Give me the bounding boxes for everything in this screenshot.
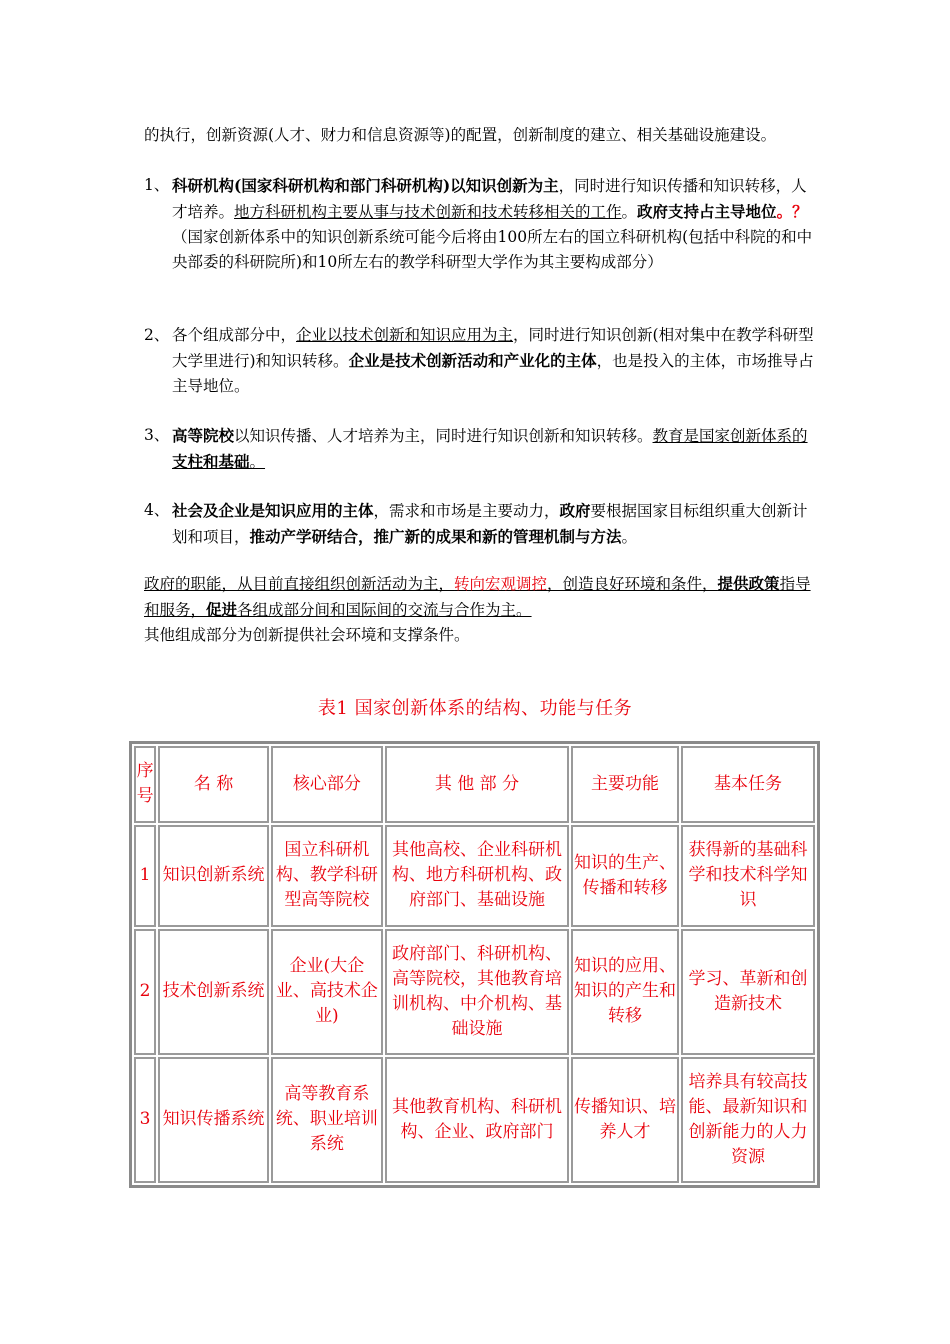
list-number: 1、 [144,176,170,194]
item2-text-c: ，也是投入的主体，市场推导占主导地位。 [172,352,814,395]
list-item-4 [144,498,814,550]
cell-index: 1 [134,825,156,927]
header-cell-other: 其 他 部 分 [385,746,569,823]
item1-text: ，同时进行知识传播和知识转移，人才培养。 [172,177,807,221]
closing-text-d: 各组成部分间和国际间的交流与合作为主。 [237,601,532,619]
item1-question-mark: 。？ [776,202,808,221]
item3-bold-lead: 高等院校 [172,426,235,445]
header-cell-name: 名 称 [158,746,269,823]
list-number: 4、 [144,501,170,519]
item4-bold-govt: 政府 [559,501,591,520]
table-row [134,1057,815,1183]
item3-underlined: 教育是国家创新体系的 [652,427,808,445]
header-cell-index: 序号 [134,746,156,823]
item3-text: 以知识传播、人才培养为主，同时进行知识创新和知识转移。 [234,427,653,445]
item1-bold-govt: 政府支持占主导地位 [637,202,777,221]
item4-text-b: 要根据国家目标组织重大创新计划和项目， [172,502,808,546]
header-cell-core: 核心部分 [271,746,383,823]
cell-task: 培养具有较高技能、最新知识和创新能力的人力资源 [681,1057,815,1183]
item2-text-a: 各个组成部分中， [172,326,297,344]
table-row [134,825,815,927]
item1-note: （国家创新体系中的知识创新系统可能今后将由100所左右的国立科研机构(包括中科院的和中央部委的科研院所)和10所左右的教学科研型大学作为其主要构成部分） [172,228,813,271]
closing-text-b: ，创造良好环境和条件， [547,575,718,593]
cell-index: 2 [134,929,156,1055]
list-item-2 [144,323,814,399]
item4-bold-end: 推动产学研结合，推广新的成果和新的管理机制与方法 [249,527,622,546]
cell-task: 获得新的基础科学和技术科学知识 [681,825,815,927]
closing-line-2: 其他组成部分为创新提供社会环境和支撑条件。 [144,626,470,644]
header-cell-task: 基本任务 [681,746,815,823]
item4-period: 。 [621,528,638,546]
item4-bold-lead: 社会及企业是知识应用的主体 [172,501,374,520]
cell-name: 知识创新系统 [158,825,269,927]
item1-bold-lead: 科研机构(国家科研机构和部门科研机构)以知识创新为主 [172,176,559,195]
item3-underlined-end: 。 [249,453,266,471]
item1-period: 。 [621,203,638,221]
item4-text-a: ，需求和市场是主要动力， [373,502,560,520]
closing-paragraph [144,571,824,648]
item3-underlined-bold: 支柱和基础 [172,452,250,471]
cell-other: 政府部门、科研机构、高等院校，其他教育培训机构、中介机构、基础设施 [385,929,569,1055]
list-number: 2、 [144,326,170,344]
closing-red: 转向宏观调控 [454,575,548,593]
item2-bold: 企业是技术创新活动和产业化的主体 [348,351,597,370]
item1-underlined: 地方科研机构主要从事与技术创新和技术转移相关的工作 [234,203,622,221]
cell-other: 其他高校、企业科研机构、地方科研机构、政府部门、基础设施 [385,825,569,927]
closing-text-a: 政府的职能，从目前直接组织创新活动为主， [144,575,455,593]
cell-other: 其他教育机构、科研机构、企业、政府部门 [385,1057,569,1183]
closing-bold-b: 促进 [206,600,238,619]
cell-function: 知识的生产、传播和转移 [571,825,679,927]
cell-index: 3 [134,1057,156,1183]
table-caption: 表1 国家创新体系的结构、功能与任务 [317,698,633,719]
cell-core: 国立科研机构、教学科研型高等院校 [271,825,383,927]
cell-core: 企业(大企业、高技术企业) [271,929,383,1055]
header-cell-function: 主要功能 [571,746,679,823]
closing-text-c: 指导和服务， [144,575,811,619]
table-row [134,929,815,1055]
list-number: 3、 [144,426,170,444]
list-item-1 [144,173,814,275]
intro-paragraph: 的执行，创新资源(人才、财力和信息资源等)的配置，创新制度的建立、相关基础设施建设。 [144,126,777,144]
cell-name: 技术创新系统 [158,929,269,1055]
cell-function: 知识的应用、知识的产生和转移 [571,929,679,1055]
item2-underlined: 企业以技术创新和知识应用为主 [296,326,514,344]
closing-bold-a: 提供政策 [717,574,780,593]
list-item-3 [144,423,814,475]
structure-table [129,741,820,1188]
cell-core: 高等教育系统、职业培训系统 [271,1057,383,1183]
cell-task: 学习、革新和创造新技术 [681,929,815,1055]
cell-name: 知识传播系统 [158,1057,269,1183]
table-header-row [134,746,815,823]
cell-function: 传播知识、培养人才 [571,1057,679,1183]
item2-text-b: ，同时进行知识创新(相对集中在教学科研型大学里进行)和知识转移。 [172,326,814,370]
